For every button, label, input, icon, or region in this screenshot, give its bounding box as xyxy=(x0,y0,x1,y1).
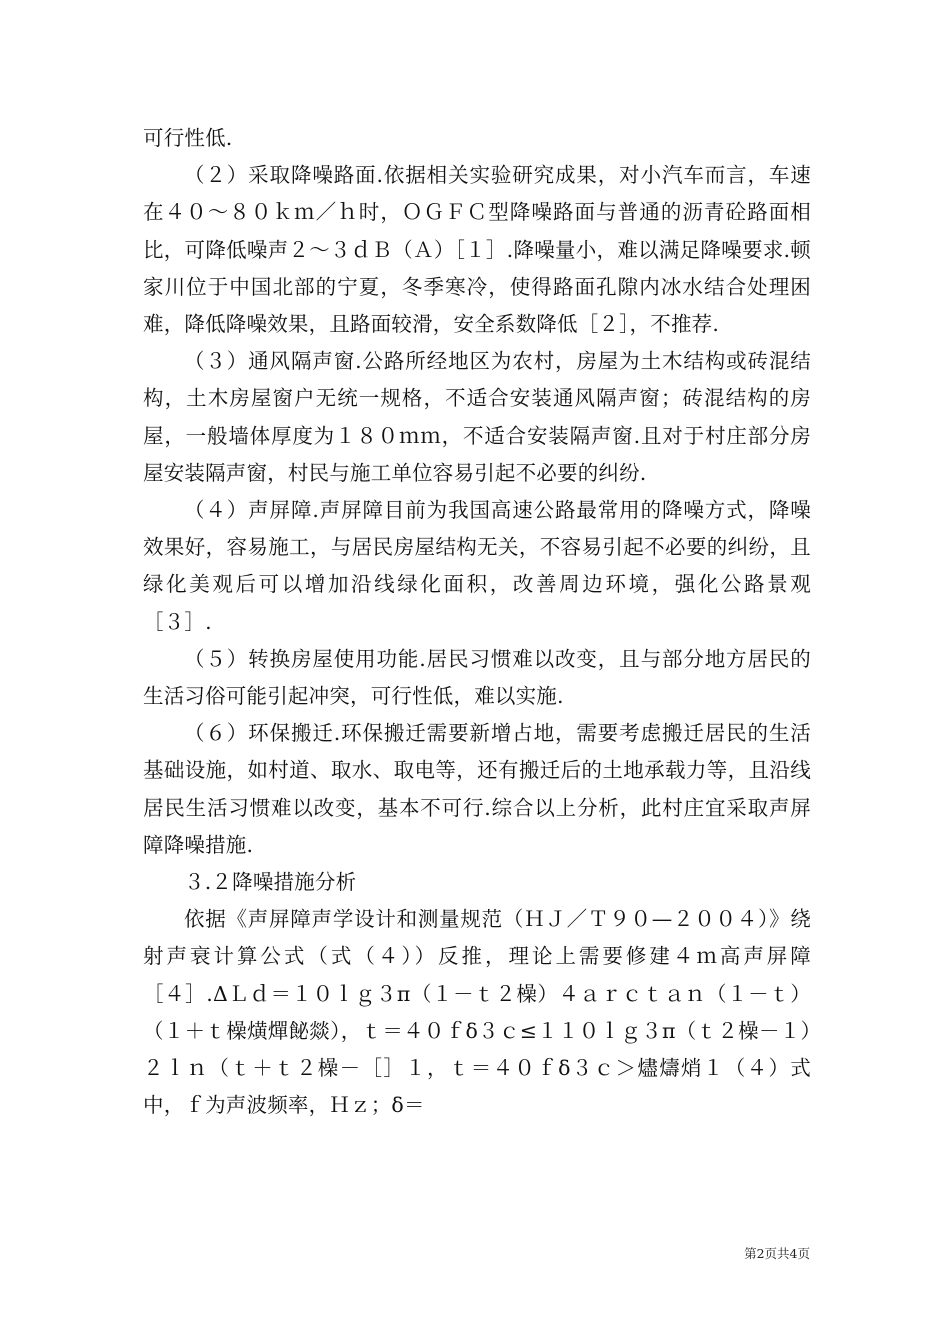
paragraph-sound-barrier: （４）声屏障.声屏障目前为我国高速公路最常用的降噪方式，降噪效果好，容易施工，与居民房屋结构无关，不容易引起不必要的纠纷，且绿化美观后可以增加沿线绿化面积，改善周边环境，强化公路景观［３］. xyxy=(143,498,811,634)
paragraph-noise-reducing-pavement: （２）采取降噪路面.依据相关实验研究成果，对小汽车而言，车速在４０～８０ｋｍ／ｈ时，ＯＧＦＣ型降噪路面与普通的沥青砼路面相比，可降低噪声２～３ｄＢ（Ａ）［１］.降噪量小，难以满足降噪要求.顿家川位于中国北部的宁夏，冬季寒冷，使得路面孔隙内冰水结合处理困难，降低降噪效果，且路面较滑，安全系数降低［２］，不推荐. xyxy=(143,163,811,337)
page-number-label: 第2页共4页 xyxy=(744,1246,810,1261)
section-heading-3-2: ３.２降噪措施分析 xyxy=(184,870,357,895)
paragraph-ventilated-sound-insulating-window: （３）通风隔声窗.公路所经地区为农村，房屋为土木结构或砖混结构，土木房屋窗户无统一规格，不适合安装通风隔声窗；砖混结构的房屋，一般墙体厚度为１８０ｍｍ，不适合安装隔声窗.且对于村庄部分房屋安装隔声窗，村民与施工单位容易引起不必要的纠纷. xyxy=(143,349,811,485)
paragraph-relocation: （６）环保搬迁.环保搬迁需要新增占地，需要考虑搬迁居民的生活基础设施，如村道、取水、取电等，还有搬迁后的土地承载力等，且沿线居民生活习惯难以改变，基本不可行.综合以上分析，此村庄宜采取声屏障降噪措施. xyxy=(143,721,811,857)
document-body xyxy=(143,120,811,1124)
page-number-footer xyxy=(700,1244,810,1262)
paragraph-formula-analysis: 依据《声屏障声学设计和测量规范（ＨＪ／Ｔ９０—２００４）》绕射声衰计算公式（式（４））反推，理论上需要修建４ｍ高声屏障［４］.ΔＬｄ＝１０ｌｇ３π（１－ｔ２橾）４ａｒｃｔａｎ（１－ｔ）（１＋ｔ橾熿燀飶燚），ｔ＝４０ｆδ３ｃ≤１１０ｌｇ３π（ｔ２橾－１）２ｌｎ（ｔ＋ｔ２橾－［］１，ｔ＝４０ｆδ３ｃ＞燼燽焇１（４）式中，ｆ为声波频率，Ｈｚ；δ＝ xyxy=(143,907,811,1118)
paragraph-change-building-function: （５）转换房屋使用功能.居民习惯难以改变，且与部分地方居民的生活习俗可能引起冲突，可行性低，难以实施. xyxy=(143,646,811,709)
paragraph-continuation: 可行性低. xyxy=(143,126,233,150)
